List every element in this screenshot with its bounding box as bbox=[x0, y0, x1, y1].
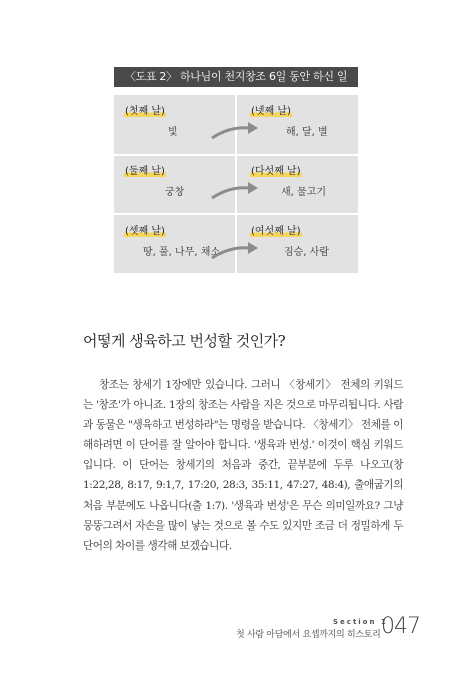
table-title: 〈도표 2〉 하나님이 천지창조 6일 동안 하신 일 bbox=[114, 67, 358, 87]
arrow-right-icon bbox=[210, 240, 260, 262]
arrow-right-icon bbox=[210, 180, 260, 202]
day-label-4: (넷째 날) bbox=[251, 106, 291, 117]
footer-book-title: 첫 사람 아담에서 요셉까지의 히스토리 bbox=[236, 630, 381, 640]
day-label-5: (다섯째 날) bbox=[251, 166, 301, 177]
footer-section-label: Section 1 bbox=[333, 618, 388, 626]
day-label-3: (셋째 날) bbox=[125, 226, 165, 237]
day-value-1: 빛 bbox=[168, 127, 178, 138]
body-paragraph bbox=[83, 375, 403, 556]
day-value-2: 궁창 bbox=[165, 187, 185, 198]
day-label-1: (첫째 날) bbox=[125, 106, 165, 117]
day-value-4: 해, 달, 별 bbox=[286, 127, 328, 138]
day-value-6: 짐승, 사람 bbox=[284, 247, 329, 258]
day-value-3: 땅, 풀, 나무, 채소 bbox=[143, 247, 221, 258]
day-value-5: 새, 물고기 bbox=[281, 187, 326, 198]
page-number: 047 bbox=[381, 614, 420, 639]
section-heading: 어떻게 생육하고 번성할 것인가? bbox=[83, 332, 286, 350]
paragraph-text: 창조는 창세기 1장에만 있습니다. 그러니 〈창세기〉 전체의 키워드는 '창조'가 아니죠. 1장의 창조는 사람을 지은 것으로 마무리됩니다. 사람과 동물은 "생육하고 번성하라"는 명령을 받습니다. 〈창세기〉 전체를 이해하려면 이 단어를 잘 알아야 합니다. '생육과 번성.' 이것이 핵심 키워드입니다. 이 단어는 창세기의 처음과 중간, 끝부분에 두루 나오고(창 1:22,28, 8:17, 9:1,7, 17:20, 28:3, 35:11, 47:27, 48:4), 출애굽기의 처음 부분에도 나옵니다(출 1:7). '생육과 번성'은 무슨 의미일까요? 그냥 뭉뚱그려서 자손을 많이 낳는 것으로 볼 수도 있지만 조금 더 정밀하게 두 단어의 차이를 생각해 보겠습니다. bbox=[83, 379, 403, 552]
day-label-2: (둘째 날) bbox=[125, 166, 165, 177]
arrow-right-icon bbox=[210, 120, 260, 142]
day-label-6: (여섯째 날) bbox=[251, 226, 301, 237]
